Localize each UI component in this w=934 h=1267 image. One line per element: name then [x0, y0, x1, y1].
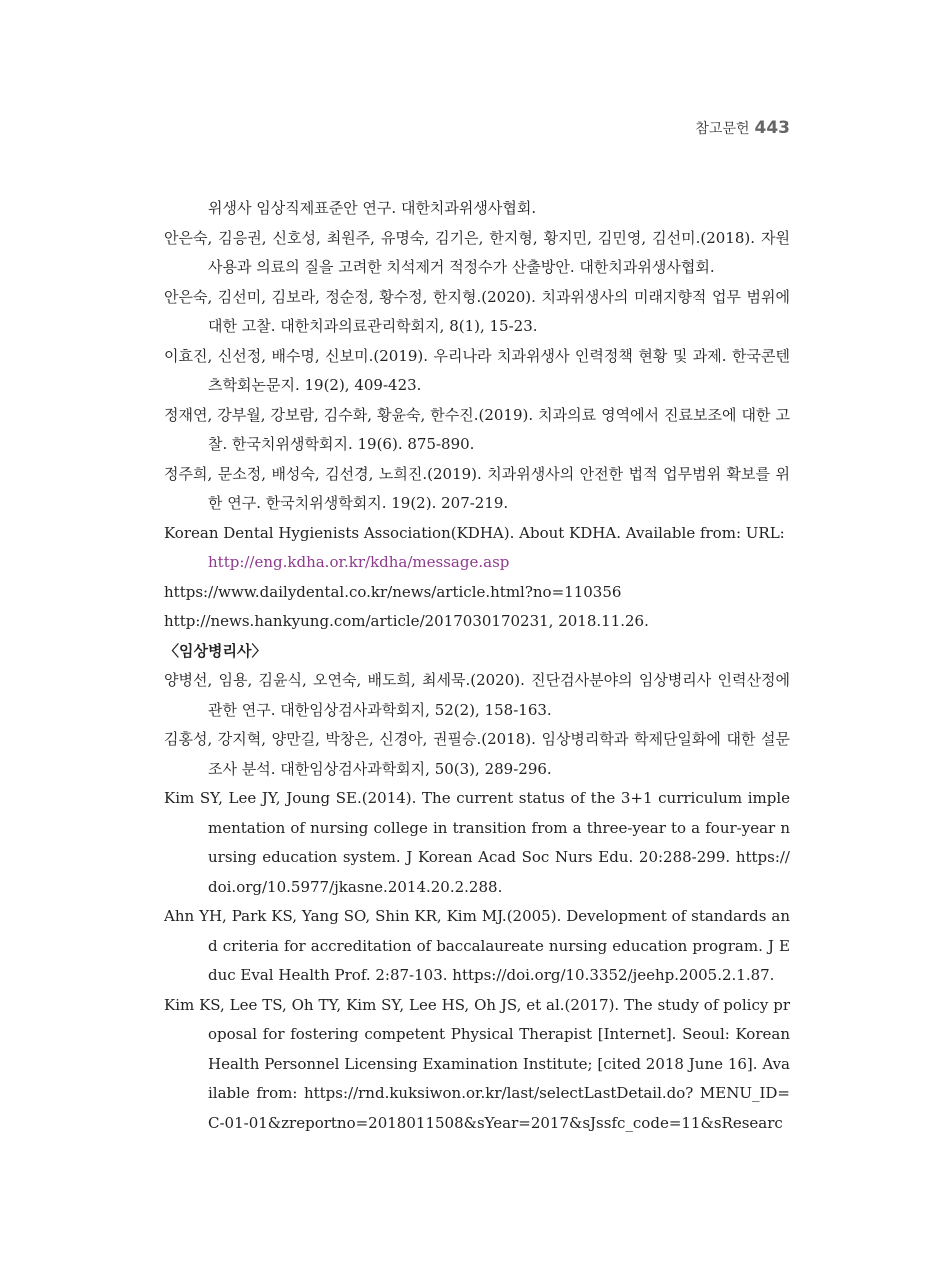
page-header	[695, 118, 790, 138]
reference-entry: 이효진, 신선정, 배수명, 신보미.(2019). 우리나라 치과위생사 인력정책 현황 및 과제. 한국콘텐츠학회논문지. 19(2), 409-423.	[164, 346, 790, 394]
reference-entry: 안은숙, 김응권, 신호성, 최원주, 유명숙, 김기은, 한지형, 황지민, 김민영, 김선미.(2018). 자원사용과 의료의 질을 고려한 치석제거 적정수가 산출방안. 대한치과위생사협회.	[164, 228, 790, 276]
reference-entry: 김홍성, 강지혁, 양만길, 박창은, 신경아, 권필승.(2018). 임상병리학과 학제단일화에 대한 설문조사 분석. 대한임상검사과학회지, 50(3), 289-296.	[164, 730, 790, 778]
reference-entry: 안은숙, 김선미, 김보라, 정순정, 황수정, 한지형.(2020). 치과위생사의 미래지향적 업무 범위에 대한 고찰. 대한치과의료관리학회지, 8(1), 15-23.	[164, 287, 790, 335]
reference-text: Korean Dental Hygienists Association(KDHA). About KDHA. Available from: URL:	[164, 523, 785, 542]
reference-entry: 위생사 임상직제표준안 연구. 대한치과위생사협회.	[208, 199, 537, 217]
section-title: 〈임상병리사〉	[164, 641, 267, 660]
reference-entry	[164, 519, 790, 578]
reference-entry: http://news.hankyung.com/article/2017030170231, 2018.11.26.	[164, 612, 649, 630]
reference-entry: https://www.dailydental.co.kr/news/article.html?no=110356	[164, 582, 622, 601]
reference-entry: Ahn YH, Park KS, Yang SO, Shin KR, Kim MJ.(2005). Development of standards and criteria for accreditation of baccalaureate nursing education program. J Educ Eval Health Prof. 2:87-103. https://doi.org/10.3352/jeehp.2005.2.1.87.	[164, 907, 790, 984]
reference-entry: 정재연, 강부월, 강보람, 김수화, 황윤숙, 한수진.(2019). 치과의료 영역에서 진료보조에 대한 고찰. 한국치위생학회지. 19(6). 875-890.	[164, 405, 790, 453]
reference-entry: Kim SY, Lee JY, Joung SE.(2014). The current status of the 3+1 curriculum implementation of nursing college in transition from a three-year to a four-year nursing education system. J Korean Acad Soc Nurs Edu. 20:288-299. https://doi.org/10.5977/jkasne.2014.20.2.288.	[164, 789, 790, 896]
reference-list	[164, 194, 790, 1138]
header-section-label: 참고문헌	[695, 121, 750, 137]
reference-entry: 정주희, 문소정, 배성숙, 김선경, 노희진.(2019). 치과위생사의 안전한 법적 업무범위 확보를 위한 연구. 한국치위생학회지. 19(2). 207-219.	[164, 464, 790, 512]
reference-entry: 양병선, 임용, 김윤식, 오연숙, 배도희, 최세묵.(2020). 진단검사분야의 임상병리사 인력산정에 관한 연구. 대한임상검사과학회지, 52(2), 158-163.	[164, 671, 790, 719]
page-number: 443	[754, 118, 790, 138]
reference-entry: Kim KS, Lee TS, Oh TY, Kim SY, Lee HS, Oh JS, et al.(2017). The study of policy proposal for fostering competent Physical Therapist [Internet]. Seoul: Korean Health Personnel Licensing Examination Institute; [cited 2018 June 16]. Available from: https://rnd.kuksiwon.or.kr/last/selectLastDetail.do? MENU_ID=C-01-01&zreportno=2018011508&sYear=2017&sJssfc_code=11&sResearc	[164, 995, 790, 1132]
reference-link[interactable]: http://eng.kdha.or.kr/kdha/message.asp	[208, 553, 510, 571]
